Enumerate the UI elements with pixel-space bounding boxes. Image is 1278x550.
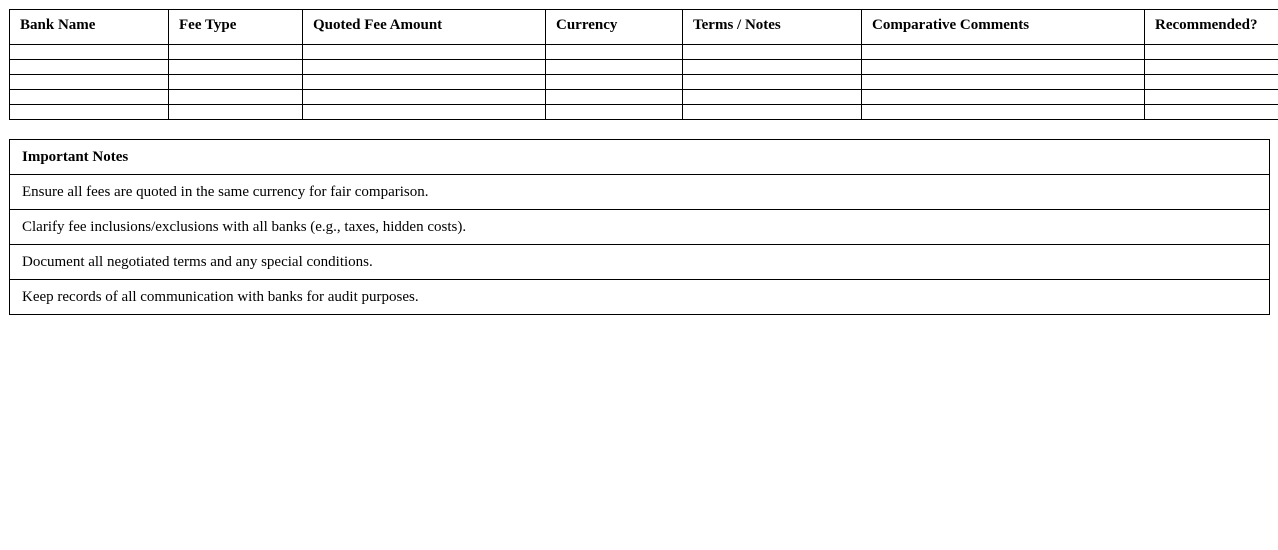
cell-quoted-fee-amount[interactable] (303, 105, 546, 120)
cell-quoted-fee-amount[interactable] (303, 90, 546, 105)
cell-bank-name[interactable] (10, 105, 169, 120)
note-text: Clarify fee inclusions/exclusions with all banks (e.g., taxes, hidden costs). (10, 210, 1270, 245)
table-row (10, 90, 1278, 105)
bank-fee-comparison-table (9, 9, 1278, 120)
list-item (10, 175, 1270, 210)
cell-currency[interactable] (546, 60, 683, 75)
cell-terms-notes[interactable] (683, 60, 862, 75)
important-notes-table (9, 139, 1270, 315)
column-header-comparative-comments: Comparative Comments (862, 10, 1145, 45)
cell-fee-type[interactable] (169, 105, 303, 120)
cell-fee-type[interactable] (169, 90, 303, 105)
cell-recommended[interactable] (1145, 105, 1278, 120)
cell-terms-notes[interactable] (683, 90, 862, 105)
column-header-bank-name: Bank Name (10, 10, 169, 45)
table-row (10, 45, 1278, 60)
cell-quoted-fee-amount[interactable] (303, 60, 546, 75)
cell-fee-type[interactable] (169, 60, 303, 75)
cell-recommended[interactable] (1145, 45, 1278, 60)
notes-table-body (10, 140, 1270, 315)
column-header-recommended: Recommended? (1145, 10, 1278, 45)
list-item (10, 280, 1270, 315)
list-item (10, 245, 1270, 280)
cell-bank-name[interactable] (10, 45, 169, 60)
column-header-quoted-fee-amount: Quoted Fee Amount (303, 10, 546, 45)
fee-table-header-row (10, 10, 1278, 45)
cell-comparative-comments[interactable] (862, 105, 1145, 120)
fee-table-body (10, 45, 1278, 120)
note-text: Ensure all fees are quoted in the same currency for fair comparison. (10, 175, 1270, 210)
cell-currency[interactable] (546, 90, 683, 105)
cell-recommended[interactable] (1145, 75, 1278, 90)
table-row (10, 75, 1278, 90)
column-header-currency: Currency (546, 10, 683, 45)
list-item (10, 210, 1270, 245)
note-text: Document all negotiated terms and any special conditions. (10, 245, 1270, 280)
cell-recommended[interactable] (1145, 90, 1278, 105)
cell-comparative-comments[interactable] (862, 90, 1145, 105)
cell-currency[interactable] (546, 105, 683, 120)
cell-fee-type[interactable] (169, 75, 303, 90)
cell-currency[interactable] (546, 45, 683, 60)
note-text: Keep records of all communication with banks for audit purposes. (10, 280, 1270, 315)
cell-comparative-comments[interactable] (862, 45, 1145, 60)
notes-header-row (10, 140, 1270, 175)
cell-bank-name[interactable] (10, 90, 169, 105)
table-row (10, 105, 1278, 120)
cell-currency[interactable] (546, 75, 683, 90)
cell-quoted-fee-amount[interactable] (303, 45, 546, 60)
cell-quoted-fee-amount[interactable] (303, 75, 546, 90)
cell-terms-notes[interactable] (683, 75, 862, 90)
cell-comparative-comments[interactable] (862, 75, 1145, 90)
cell-terms-notes[interactable] (683, 105, 862, 120)
column-header-terms-notes: Terms / Notes (683, 10, 862, 45)
fee-table-header (10, 10, 1278, 45)
column-header-fee-type: Fee Type (169, 10, 303, 45)
cell-bank-name[interactable] (10, 60, 169, 75)
cell-comparative-comments[interactable] (862, 60, 1145, 75)
cell-terms-notes[interactable] (683, 45, 862, 60)
cell-fee-type[interactable] (169, 45, 303, 60)
cell-bank-name[interactable] (10, 75, 169, 90)
cell-recommended[interactable] (1145, 60, 1278, 75)
notes-table-header: Important Notes (10, 140, 1270, 175)
table-row (10, 60, 1278, 75)
